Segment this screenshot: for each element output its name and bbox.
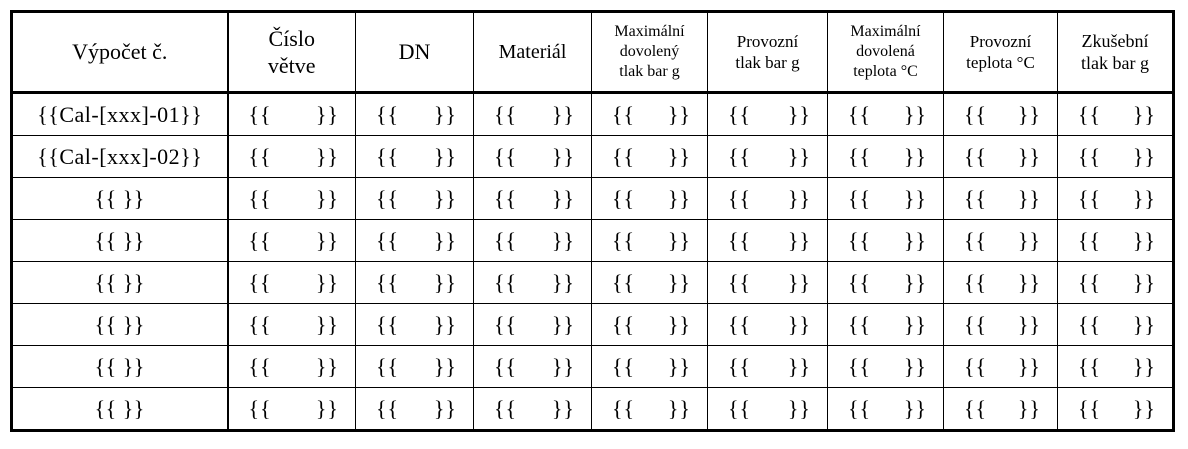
header-operating-temperature: Provozní teplota °C <box>944 12 1058 93</box>
placeholder-cell <box>474 220 592 262</box>
placeholder-cell <box>356 262 474 304</box>
placeholder-close: }} <box>551 269 575 295</box>
placeholder-cell <box>828 346 944 388</box>
placeholder-close: }} <box>1017 269 1041 295</box>
placeholder-open: {{ <box>728 185 752 211</box>
table-row <box>12 346 1174 388</box>
header-max-pressure: Maximální dovolený tlak bar g <box>592 12 708 93</box>
placeholder-close: }} <box>1132 353 1156 379</box>
calc-number-value: {{Cal-[xxx]-01}} <box>37 101 203 127</box>
placeholder-close: }} <box>433 101 457 127</box>
placeholder-close: }} <box>903 311 927 337</box>
calc-number-value: {{ }} <box>94 311 145 337</box>
placeholder-open: {{ <box>494 143 518 169</box>
header-max-temperature: Maximální dovolená teplota °C <box>828 12 944 93</box>
placeholder-close: }} <box>787 143 811 169</box>
placeholder-open: {{ <box>248 353 272 379</box>
placeholder-open: {{ <box>376 311 400 337</box>
table-row <box>12 178 1174 220</box>
placeholder-close: }} <box>787 227 811 253</box>
table-row <box>12 304 1174 346</box>
placeholder-cell <box>944 346 1058 388</box>
placeholder-close: }} <box>1132 269 1156 295</box>
placeholder-cell <box>828 136 944 178</box>
placeholder-open: {{ <box>376 101 400 127</box>
placeholder-cell <box>944 136 1058 178</box>
placeholder-close: }} <box>1017 101 1041 127</box>
placeholder-close: }} <box>551 311 575 337</box>
placeholder-cell <box>708 93 828 136</box>
table-row <box>12 220 1174 262</box>
placeholder-open: {{ <box>728 269 752 295</box>
placeholder-cell <box>356 304 474 346</box>
placeholder-cell <box>592 388 708 431</box>
placeholder-cell <box>1058 93 1174 136</box>
calc-number-value: {{ }} <box>94 353 145 379</box>
placeholder-close: }} <box>551 353 575 379</box>
placeholder-open: {{ <box>612 311 636 337</box>
placeholder-open: {{ <box>1078 101 1102 127</box>
placeholder-cell <box>474 136 592 178</box>
placeholder-open: {{ <box>728 101 752 127</box>
placeholder-open: {{ <box>376 143 400 169</box>
placeholder-close: }} <box>433 353 457 379</box>
placeholder-open: {{ <box>494 353 518 379</box>
placeholder-open: {{ <box>376 269 400 295</box>
placeholder-open: {{ <box>964 185 988 211</box>
placeholder-close: }} <box>667 143 691 169</box>
placeholder-cell <box>356 346 474 388</box>
placeholder-open: {{ <box>1078 185 1102 211</box>
placeholder-cell <box>944 388 1058 431</box>
placeholder-cell <box>228 178 356 220</box>
placeholder-cell <box>474 304 592 346</box>
placeholder-close: }} <box>433 269 457 295</box>
placeholder-cell <box>228 346 356 388</box>
placeholder-close: }} <box>1132 227 1156 253</box>
placeholder-cell <box>592 178 708 220</box>
placeholder-cell <box>474 178 592 220</box>
placeholder-open: {{ <box>612 227 636 253</box>
placeholder-open: {{ <box>848 143 872 169</box>
placeholder-close: }} <box>433 227 457 253</box>
placeholder-close: }} <box>903 269 927 295</box>
placeholder-open: {{ <box>248 311 272 337</box>
placeholder-open: {{ <box>848 395 872 421</box>
header-test-pressure: Zkušební tlak bar g <box>1058 12 1174 93</box>
placeholder-cell <box>592 262 708 304</box>
placeholder-close: }} <box>667 185 691 211</box>
placeholder-close: }} <box>903 227 927 253</box>
placeholder-close: }} <box>787 269 811 295</box>
placeholder-cell <box>708 178 828 220</box>
placeholder-open: {{ <box>1078 311 1102 337</box>
placeholder-cell <box>474 346 592 388</box>
placeholder-close: }} <box>787 101 811 127</box>
placeholder-open: {{ <box>964 353 988 379</box>
calc-number-cell <box>12 346 228 388</box>
placeholder-open: {{ <box>1078 269 1102 295</box>
placeholder-cell <box>828 262 944 304</box>
placeholder-close: }} <box>903 395 927 421</box>
placeholder-cell <box>828 178 944 220</box>
placeholder-cell <box>828 220 944 262</box>
placeholder-cell <box>1058 346 1174 388</box>
placeholder-cell <box>592 220 708 262</box>
placeholder-close: }} <box>1017 311 1041 337</box>
placeholder-close: }} <box>903 185 927 211</box>
placeholder-close: }} <box>1132 311 1156 337</box>
placeholder-cell <box>1058 262 1174 304</box>
calc-number-value: {{Cal-[xxx]-02}} <box>37 143 203 169</box>
placeholder-open: {{ <box>248 101 272 127</box>
placeholder-open: {{ <box>612 395 636 421</box>
placeholder-cell <box>1058 178 1174 220</box>
placeholder-open: {{ <box>1078 227 1102 253</box>
header-vypocet: Výpočet č. <box>12 12 228 93</box>
placeholder-close: }} <box>551 185 575 211</box>
placeholder-cell <box>228 93 356 136</box>
placeholder-cell <box>944 262 1058 304</box>
placeholder-close: }} <box>667 311 691 337</box>
placeholder-close: }} <box>433 185 457 211</box>
placeholder-open: {{ <box>848 269 872 295</box>
placeholder-open: {{ <box>1078 143 1102 169</box>
placeholder-cell <box>228 304 356 346</box>
placeholder-close: }} <box>315 395 339 421</box>
placeholder-cell <box>356 136 474 178</box>
placeholder-close: }} <box>787 185 811 211</box>
placeholder-open: {{ <box>964 101 988 127</box>
placeholder-close: }} <box>667 269 691 295</box>
placeholder-cell <box>708 346 828 388</box>
placeholder-open: {{ <box>848 311 872 337</box>
placeholder-close: }} <box>1017 227 1041 253</box>
placeholder-cell <box>592 346 708 388</box>
placeholder-open: {{ <box>848 101 872 127</box>
placeholder-close: }} <box>551 143 575 169</box>
placeholder-open: {{ <box>612 101 636 127</box>
placeholder-cell <box>228 262 356 304</box>
placeholder-cell <box>944 304 1058 346</box>
placeholder-open: {{ <box>964 395 988 421</box>
calculation-table <box>10 10 1175 432</box>
placeholder-close: }} <box>315 353 339 379</box>
placeholder-cell <box>228 388 356 431</box>
placeholder-open: {{ <box>376 353 400 379</box>
placeholder-cell <box>474 93 592 136</box>
placeholder-cell <box>828 93 944 136</box>
placeholder-cell <box>228 220 356 262</box>
placeholder-open: {{ <box>376 185 400 211</box>
placeholder-open: {{ <box>376 227 400 253</box>
placeholder-open: {{ <box>848 227 872 253</box>
placeholder-close: }} <box>433 311 457 337</box>
placeholder-cell <box>944 93 1058 136</box>
placeholder-open: {{ <box>848 185 872 211</box>
placeholder-open: {{ <box>248 269 272 295</box>
placeholder-close: }} <box>551 101 575 127</box>
calc-number-cell <box>12 304 228 346</box>
placeholder-cell <box>474 262 592 304</box>
header-row <box>12 12 1174 93</box>
placeholder-close: }} <box>1017 395 1041 421</box>
placeholder-close: }} <box>787 311 811 337</box>
placeholder-cell <box>356 388 474 431</box>
placeholder-open: {{ <box>494 101 518 127</box>
placeholder-cell <box>828 304 944 346</box>
placeholder-close: }} <box>787 395 811 421</box>
placeholder-open: {{ <box>1078 353 1102 379</box>
header-dn: DN <box>356 12 474 93</box>
placeholder-close: }} <box>667 353 691 379</box>
placeholder-cell <box>1058 220 1174 262</box>
placeholder-open: {{ <box>494 395 518 421</box>
calc-number-value: {{ }} <box>94 185 145 211</box>
placeholder-close: }} <box>1017 185 1041 211</box>
placeholder-open: {{ <box>248 227 272 253</box>
placeholder-cell <box>1058 388 1174 431</box>
placeholder-open: {{ <box>728 143 752 169</box>
placeholder-close: }} <box>315 227 339 253</box>
placeholder-open: {{ <box>376 395 400 421</box>
placeholder-open: {{ <box>494 269 518 295</box>
placeholder-cell <box>356 178 474 220</box>
placeholder-close: }} <box>315 269 339 295</box>
placeholder-cell <box>944 220 1058 262</box>
placeholder-open: {{ <box>248 185 272 211</box>
placeholder-close: }} <box>315 101 339 127</box>
placeholder-open: {{ <box>612 185 636 211</box>
header-material: Materiál <box>474 12 592 93</box>
placeholder-cell <box>1058 136 1174 178</box>
table-row <box>12 136 1174 178</box>
calc-number-cell <box>12 388 228 431</box>
placeholder-close: }} <box>1132 101 1156 127</box>
calc-number-cell <box>12 93 228 136</box>
calc-number-cell <box>12 178 228 220</box>
placeholder-cell <box>1058 304 1174 346</box>
placeholder-cell <box>474 388 592 431</box>
placeholder-close: }} <box>315 311 339 337</box>
placeholder-close: }} <box>551 227 575 253</box>
placeholder-cell <box>356 93 474 136</box>
placeholder-open: {{ <box>964 269 988 295</box>
placeholder-close: }} <box>903 353 927 379</box>
placeholder-close: }} <box>1132 395 1156 421</box>
calc-number-value: {{ }} <box>94 269 145 295</box>
placeholder-cell <box>592 93 708 136</box>
placeholder-open: {{ <box>612 353 636 379</box>
placeholder-cell <box>592 136 708 178</box>
placeholder-open: {{ <box>964 311 988 337</box>
placeholder-cell <box>828 388 944 431</box>
placeholder-cell <box>228 136 356 178</box>
placeholder-close: }} <box>787 353 811 379</box>
placeholder-close: }} <box>433 143 457 169</box>
placeholder-close: }} <box>903 143 927 169</box>
placeholder-open: {{ <box>728 395 752 421</box>
placeholder-cell <box>708 262 828 304</box>
placeholder-close: }} <box>551 395 575 421</box>
placeholder-close: }} <box>667 101 691 127</box>
placeholder-open: {{ <box>964 143 988 169</box>
calc-number-cell <box>12 220 228 262</box>
placeholder-cell <box>356 220 474 262</box>
placeholder-open: {{ <box>848 353 872 379</box>
placeholder-cell <box>592 304 708 346</box>
placeholder-open: {{ <box>612 143 636 169</box>
placeholder-open: {{ <box>1078 395 1102 421</box>
header-cislo-vetve: Číslo větve <box>228 12 356 93</box>
placeholder-open: {{ <box>964 227 988 253</box>
calc-number-cell <box>12 262 228 304</box>
placeholder-cell <box>944 178 1058 220</box>
placeholder-close: }} <box>433 395 457 421</box>
table-row <box>12 262 1174 304</box>
placeholder-cell <box>708 388 828 431</box>
placeholder-close: }} <box>667 227 691 253</box>
placeholder-open: {{ <box>494 227 518 253</box>
placeholder-open: {{ <box>494 185 518 211</box>
calc-number-value: {{ }} <box>94 227 145 253</box>
placeholder-open: {{ <box>728 311 752 337</box>
placeholder-open: {{ <box>728 353 752 379</box>
placeholder-close: }} <box>315 143 339 169</box>
placeholder-cell <box>708 304 828 346</box>
placeholder-close: }} <box>667 395 691 421</box>
placeholder-close: }} <box>1132 143 1156 169</box>
placeholder-cell <box>708 220 828 262</box>
calc-number-cell <box>12 136 228 178</box>
placeholder-close: }} <box>1017 143 1041 169</box>
placeholder-close: }} <box>1132 185 1156 211</box>
calc-number-value: {{ }} <box>94 395 145 421</box>
table-row <box>12 388 1174 431</box>
placeholder-close: }} <box>315 185 339 211</box>
placeholder-cell <box>708 136 828 178</box>
placeholder-close: }} <box>1017 353 1041 379</box>
placeholder-open: {{ <box>612 269 636 295</box>
placeholder-open: {{ <box>494 311 518 337</box>
placeholder-open: {{ <box>248 143 272 169</box>
placeholder-close: }} <box>903 101 927 127</box>
table-row <box>12 93 1174 136</box>
placeholder-open: {{ <box>248 395 272 421</box>
header-operating-pressure: Provozní tlak bar g <box>708 12 828 93</box>
placeholder-open: {{ <box>728 227 752 253</box>
